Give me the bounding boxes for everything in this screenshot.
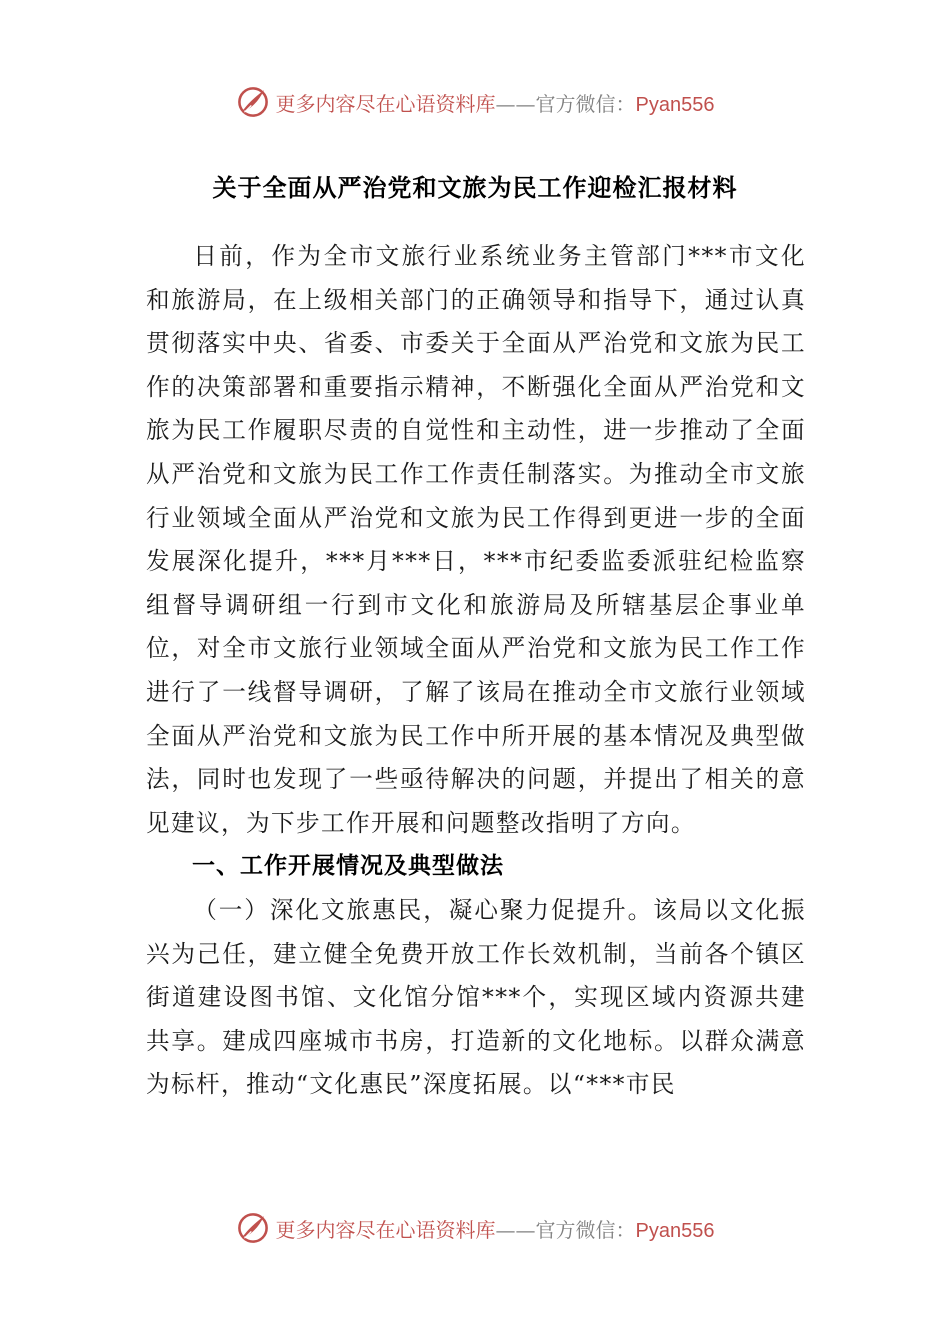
watermark-separator: —— [495, 91, 536, 116]
watermark-separator: —— [495, 1217, 536, 1242]
footer-watermark [0, 1208, 950, 1248]
watermark-text [276, 1214, 715, 1243]
quill-logo-icon [236, 1211, 270, 1245]
watermark-brand: 更多内容尽在心语资料库 [275, 91, 496, 116]
document-title: 关于全面从严治党和文旅为民工作迎检汇报材料 [212, 174, 738, 202]
watermark-label: 官方微信： [535, 1217, 636, 1242]
section-paragraph: （一）深化文旅惠民，凝心聚力促提升。该局以文化振兴为己任，建立健全免费开放工作长效机制，当前各个镇区街道建设图书馆、文化馆分馆***个，实现区域内资源共建共享。建成四座城市书房，打造新的文化地标。以群众满意为标杆，推动“文化惠民”深度拓展。以“***市民 [146, 895, 806, 1099]
quill-logo-icon [236, 85, 270, 119]
watermark-id: Pyan556 [635, 93, 715, 116]
watermark-brand: 更多内容尽在心语资料库 [275, 1217, 496, 1242]
header-watermark [0, 82, 950, 122]
watermark-label: 官方微信： [535, 91, 636, 116]
document-body [146, 235, 806, 1107]
intro-paragraph: 日前，作为全市文旅行业系统业务主管部门***市文化和旅游局，在上级相关部门的正确领导和指导下，通过认真贯彻落实中央、省委、市委关于全面从严治党和文旅为民工作的决策部署和重要指示精神，不断强化全面从严治党和文旅为民工作履职尽责的自觉性和主动性，进一步推动了全面从严治党和文旅为民工作工作责任制落实。为推动全市文旅行业领域全面从严治党和文旅为民工作得到更进一步的全面发展深化提升，***月***日，***市纪委监委派驻纪检监察组督导调研组一行到市文化和旅游局及所辖基层企事业单位，对全市文旅行业领域全面从严治党和文旅为民工作工作进行了一线督导调研，了解了该局在推动全市文旅行业领域全面从严治党和文旅为民工作中所开展的基本情况及典型做法，同时也发现了一些亟待解决的问题，并提出了相关的意见建议，为下步工作开展和问题整改指明了方向。 [146, 242, 806, 837]
section-heading: 一、工作开展情况及典型做法 [192, 853, 504, 880]
watermark-id: Pyan556 [635, 1219, 715, 1242]
watermark-text [276, 88, 715, 117]
